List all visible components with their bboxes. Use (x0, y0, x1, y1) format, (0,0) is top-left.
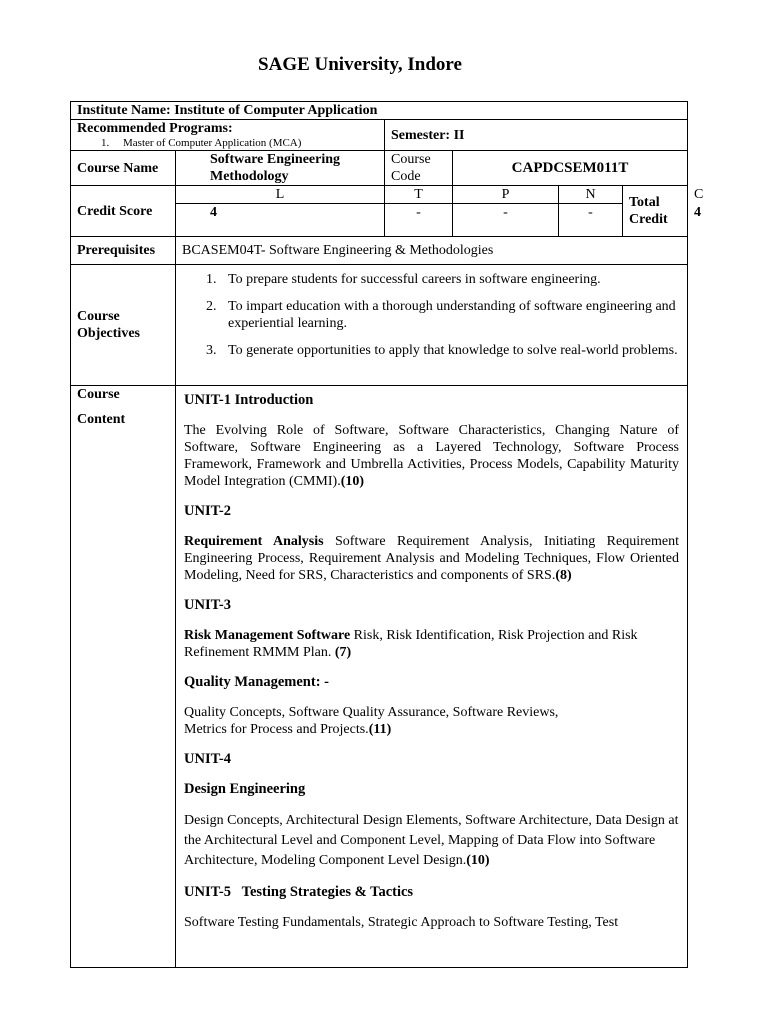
course-content-cell (176, 386, 688, 968)
design-text (184, 811, 679, 871)
recommended-programs-cell (71, 120, 385, 151)
design-body: Design Concepts, Architectural Design Elements, Software Architecture, Data Design at the Architectural Level and Component Level, Mapping of Data Flow into Software Architecture, Modeling Component Level Design. (184, 813, 679, 868)
course-code-label-line1: Course (391, 152, 431, 167)
quality-hours: (11) (368, 722, 392, 737)
unit5-text: Software Testing Fundamentals, Strategic Approach to Software Testing, Test (184, 915, 619, 930)
institute-row (71, 102, 688, 120)
unit2-hours: (8) (555, 568, 572, 583)
recommended-programs-label: Recommended Programs: (77, 121, 233, 136)
quality-heading: Quality Management: - (184, 674, 329, 690)
course-objectives-label (71, 265, 176, 386)
unit1-text (184, 422, 679, 490)
objective-text: To prepare students for successful careers in software engineering. (228, 272, 601, 287)
course-syllabus-table (70, 101, 704, 968)
course-content-body (184, 392, 679, 967)
credit-value-p: - (453, 204, 559, 237)
unit2-text (184, 533, 679, 584)
program-list-item (77, 137, 378, 150)
unit5-heading: UNIT-5 Testing Strategies & Tactics (184, 884, 414, 900)
prerequisites-label: Prerequisites (71, 237, 176, 265)
page-title: SAGE University, Indore (258, 54, 462, 75)
course-name-row (71, 151, 688, 186)
program-item-label: Master of Computer Application (MCA) (123, 137, 302, 149)
course-name-label: Course Name (71, 151, 176, 186)
course-content-row (71, 386, 688, 968)
unit3-hours: (7) (334, 645, 352, 660)
total-credit-line2: Credit (629, 212, 668, 227)
course-content-label (71, 386, 176, 968)
credit-values-row: 4 - - - 4 (71, 204, 688, 237)
semester: Semester: II (385, 120, 688, 151)
objective-text: To impart education with a thorough understanding of software engineering and experiential learning. (228, 299, 676, 331)
course-code-value: CAPDCSEM011T (453, 151, 688, 186)
prerequisites-row (71, 237, 688, 265)
programs-row (71, 120, 688, 151)
credit-value-t: - (385, 204, 453, 237)
objective-item (206, 271, 681, 288)
design-heading: Design Engineering (184, 781, 306, 797)
total-credit-line1: Total (629, 195, 660, 210)
unit2-heading: UNIT-2 (184, 503, 232, 519)
objectives-label-line2: Objectives (77, 326, 140, 341)
program-item-number: 1. (101, 137, 110, 149)
unit1-hours: (10) (340, 474, 365, 489)
credit-header-n: N (559, 186, 623, 204)
objective-number: 3. (206, 343, 217, 358)
quality-line2: Metrics for Process and Projects. (184, 722, 369, 737)
credit-score-label: Credit Score (71, 186, 176, 237)
course-code-label-line2: Code (391, 169, 421, 184)
objectives-label-line1: Course (77, 309, 120, 324)
course-code-label (385, 151, 453, 186)
prerequisites-value: BCASEM04T- Software Engineering & Methodologies (176, 237, 688, 265)
credit-header-row: Credit Score L T P N Total Credit C (71, 186, 688, 204)
content-label-line1: Course (77, 387, 120, 402)
unit3-topic: Risk Management Software (184, 628, 351, 643)
unit3-body: Risk, Risk Identification, Risk Projection and Risk Refinement RMMM Plan. (184, 628, 638, 660)
credit-header-p: P (453, 186, 559, 204)
unit3-heading: UNIT-3 (184, 597, 232, 613)
objective-item (206, 298, 681, 332)
quality-text (184, 704, 679, 738)
objective-number: 1. (206, 272, 217, 287)
course-name-line2: Methodology (210, 169, 289, 184)
objective-number: 2. (206, 299, 217, 314)
unit3-text (184, 627, 679, 661)
credit-value-n: - (559, 204, 623, 237)
institute-name: Institute Name: Institute of Computer Application (71, 102, 688, 120)
credit-header-l: L (176, 186, 385, 204)
course-name-value (176, 151, 385, 186)
unit1-heading: UNIT-1 Introduction (184, 392, 314, 408)
objectives-list (182, 265, 681, 359)
unit4-heading: UNIT-4 (184, 751, 232, 767)
content-label-line2: Content (77, 412, 126, 427)
quality-line1: Quality Concepts, Software Quality Assurance, Software Reviews, (184, 705, 559, 720)
course-objectives-cell (176, 265, 688, 386)
course-name-line1: Software Engineering (210, 152, 341, 167)
unit2-topic: Requirement Analysis (184, 534, 324, 549)
unit2-body: Software Requirement Analysis, Initiating Requirement Engineering Process, Requirement Analysis and Modeling Techniques, Flow Oriented Modeling, Need for SRS, Characteristics and components of SRS. (184, 534, 679, 583)
objectives-row (71, 265, 688, 386)
credit-header-t: T (385, 186, 453, 204)
credit-value-l: 4 (176, 204, 385, 237)
objective-text: To generate opportunities to apply that knowledge to solve real-world problems. (228, 343, 678, 358)
design-hours: (10) (466, 853, 490, 868)
unit1-body: The Evolving Role of Software, Software Characteristics, Changing Nature of Software, Software Engineering as a Layered Technology, Software Process Framework, Framework and Umbrella Activities, Process Models, Capability Maturity Model Integration (CMMI). (184, 423, 679, 489)
objective-item (206, 342, 681, 359)
total-credit-label (623, 186, 688, 237)
